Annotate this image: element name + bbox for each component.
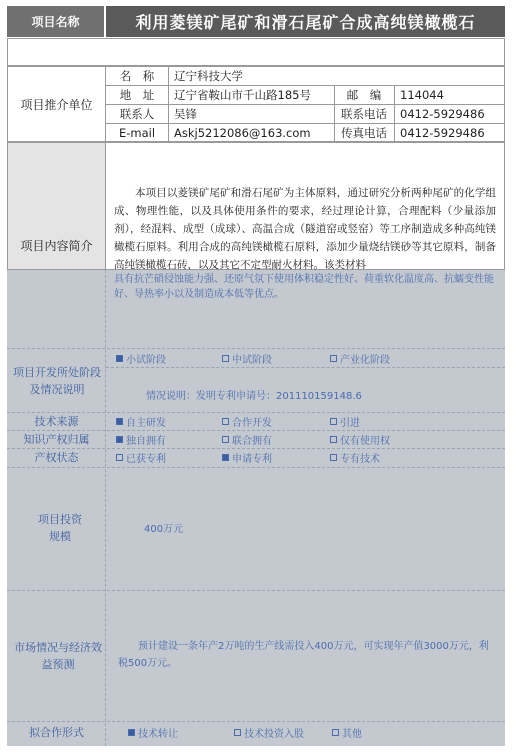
- checkbox-icon: [330, 454, 337, 461]
- postcode-value: 114044: [400, 88, 444, 102]
- checkbox-icon: [222, 454, 229, 461]
- contact-value: 吴锋: [174, 107, 197, 121]
- phone-value: 0412-5929486: [400, 107, 485, 121]
- gray-overlay: [7, 270, 505, 746]
- address-label: 地 址: [119, 88, 155, 102]
- cooperation-label: 拟合作形式: [29, 725, 84, 739]
- ip-status-option-proprietary[interactable]: 专有技术: [330, 449, 430, 466]
- investment-value: 400万元: [144, 524, 184, 535]
- name-label: 名 称: [119, 69, 155, 83]
- checkbox-icon: [332, 729, 339, 736]
- email-value: Askj5212086@163.com: [174, 125, 311, 140]
- fax-value: 0412-5929486: [400, 125, 485, 140]
- fax-label: 传真电话: [341, 125, 387, 140]
- project-name-label: 项目名称: [7, 6, 104, 37]
- ip-status-option-granted[interactable]: 已获专利: [116, 449, 216, 466]
- checkbox-icon: [330, 355, 337, 362]
- cooperation-option-other[interactable]: 其他: [332, 724, 412, 740]
- tech-source-label: 技术来源: [34, 415, 79, 428]
- ip-status-label: 产权状态: [34, 451, 79, 464]
- checkbox-icon: [222, 436, 229, 443]
- checkbox-icon: [116, 454, 123, 461]
- ip-status-option-applying[interactable]: 申请专利: [222, 449, 322, 466]
- intro-paragraph: 本项目以菱镁矿尾矿和滑石尾矿为主体原料，通过研究分析两种尾矿的化学组成、物理性能，以及具体使用条件的要求，经过理论计算，合理配料（少量添加剂），经混料、成型（成球）、高温合成（隧道窑或竖窑）等工序制造成多种高纯镁橄榄石原料。利用合成的高纯镁橄榄石原料，添加少量烧结镁砂等其它原料，制备高纯镁橄榄石砖，以及其它不定型耐火材料。该类材料: [114, 187, 496, 270]
- stage-option-industrial[interactable]: 产业化阶段: [330, 350, 450, 366]
- email-label: E-mail: [118, 125, 156, 140]
- tech-source-option-self[interactable]: 自主研发: [116, 413, 216, 430]
- checkbox-icon: [330, 436, 337, 443]
- checkbox-icon: [116, 418, 123, 425]
- intro-paragraph-continued: 具有抗芒硝侵蚀能力强、还原气氛下使用体积稳定性好、荷重软化温度高、抗蠕变性能好、导热率小以及制造成本低等优点。: [114, 274, 494, 300]
- checkbox-icon: [222, 418, 229, 425]
- ip-ownership-option-sole[interactable]: 独自拥有: [116, 431, 216, 448]
- investment-label: 项目投资规模: [38, 513, 82, 543]
- postcode-label: 邮 编: [346, 88, 382, 102]
- checkbox-icon: [128, 729, 135, 736]
- tech-source-option-coop[interactable]: 合作开发: [222, 413, 322, 430]
- address-value: 辽宁省鞍山市千山路185号: [174, 88, 311, 102]
- stage-option-pilot[interactable]: 小试阶段: [116, 350, 216, 366]
- phone-label: 联系电话: [341, 107, 387, 121]
- cooperation-option-transfer[interactable]: 技术转让: [128, 724, 228, 740]
- market-text: 预计建设一条年产2万吨的生产线需投入400万元，可实现年产值3000万元，利税500万元。: [118, 641, 489, 669]
- ip-ownership-label: 知识产权归属: [23, 433, 90, 446]
- checkbox-icon: [234, 729, 241, 736]
- checkbox-icon: [330, 418, 337, 425]
- intro-section-label: 项目内容简介: [20, 238, 93, 253]
- ip-ownership-option-joint[interactable]: 联合拥有: [222, 431, 322, 448]
- blank-row: [7, 38, 505, 66]
- checkbox-icon: [116, 355, 123, 362]
- market-label: 市场情况与经济效益预测: [14, 641, 102, 671]
- name-value: 辽宁科技大学: [174, 69, 243, 83]
- project-title: 利用菱镁矿尾矿和滑石尾矿合成高纯镁橄榄石: [106, 6, 505, 37]
- ip-ownership-option-use[interactable]: 仅有使用权: [330, 431, 450, 448]
- checkbox-icon: [116, 436, 123, 443]
- stage-note: 情况说明：发明专利申请号：201110159148.6: [146, 391, 362, 402]
- recommend-section-label: 项目推介单位: [20, 97, 93, 112]
- cooperation-option-invest[interactable]: 技术投资入股: [234, 724, 344, 740]
- stage-option-middle[interactable]: 中试阶段: [222, 350, 322, 366]
- checkbox-icon: [222, 355, 229, 362]
- tech-source-option-import[interactable]: 引进: [330, 413, 430, 430]
- contact-label: 联系人: [119, 107, 155, 121]
- stage-section-label: 项目开发所处阶段及情况说明: [13, 366, 101, 396]
